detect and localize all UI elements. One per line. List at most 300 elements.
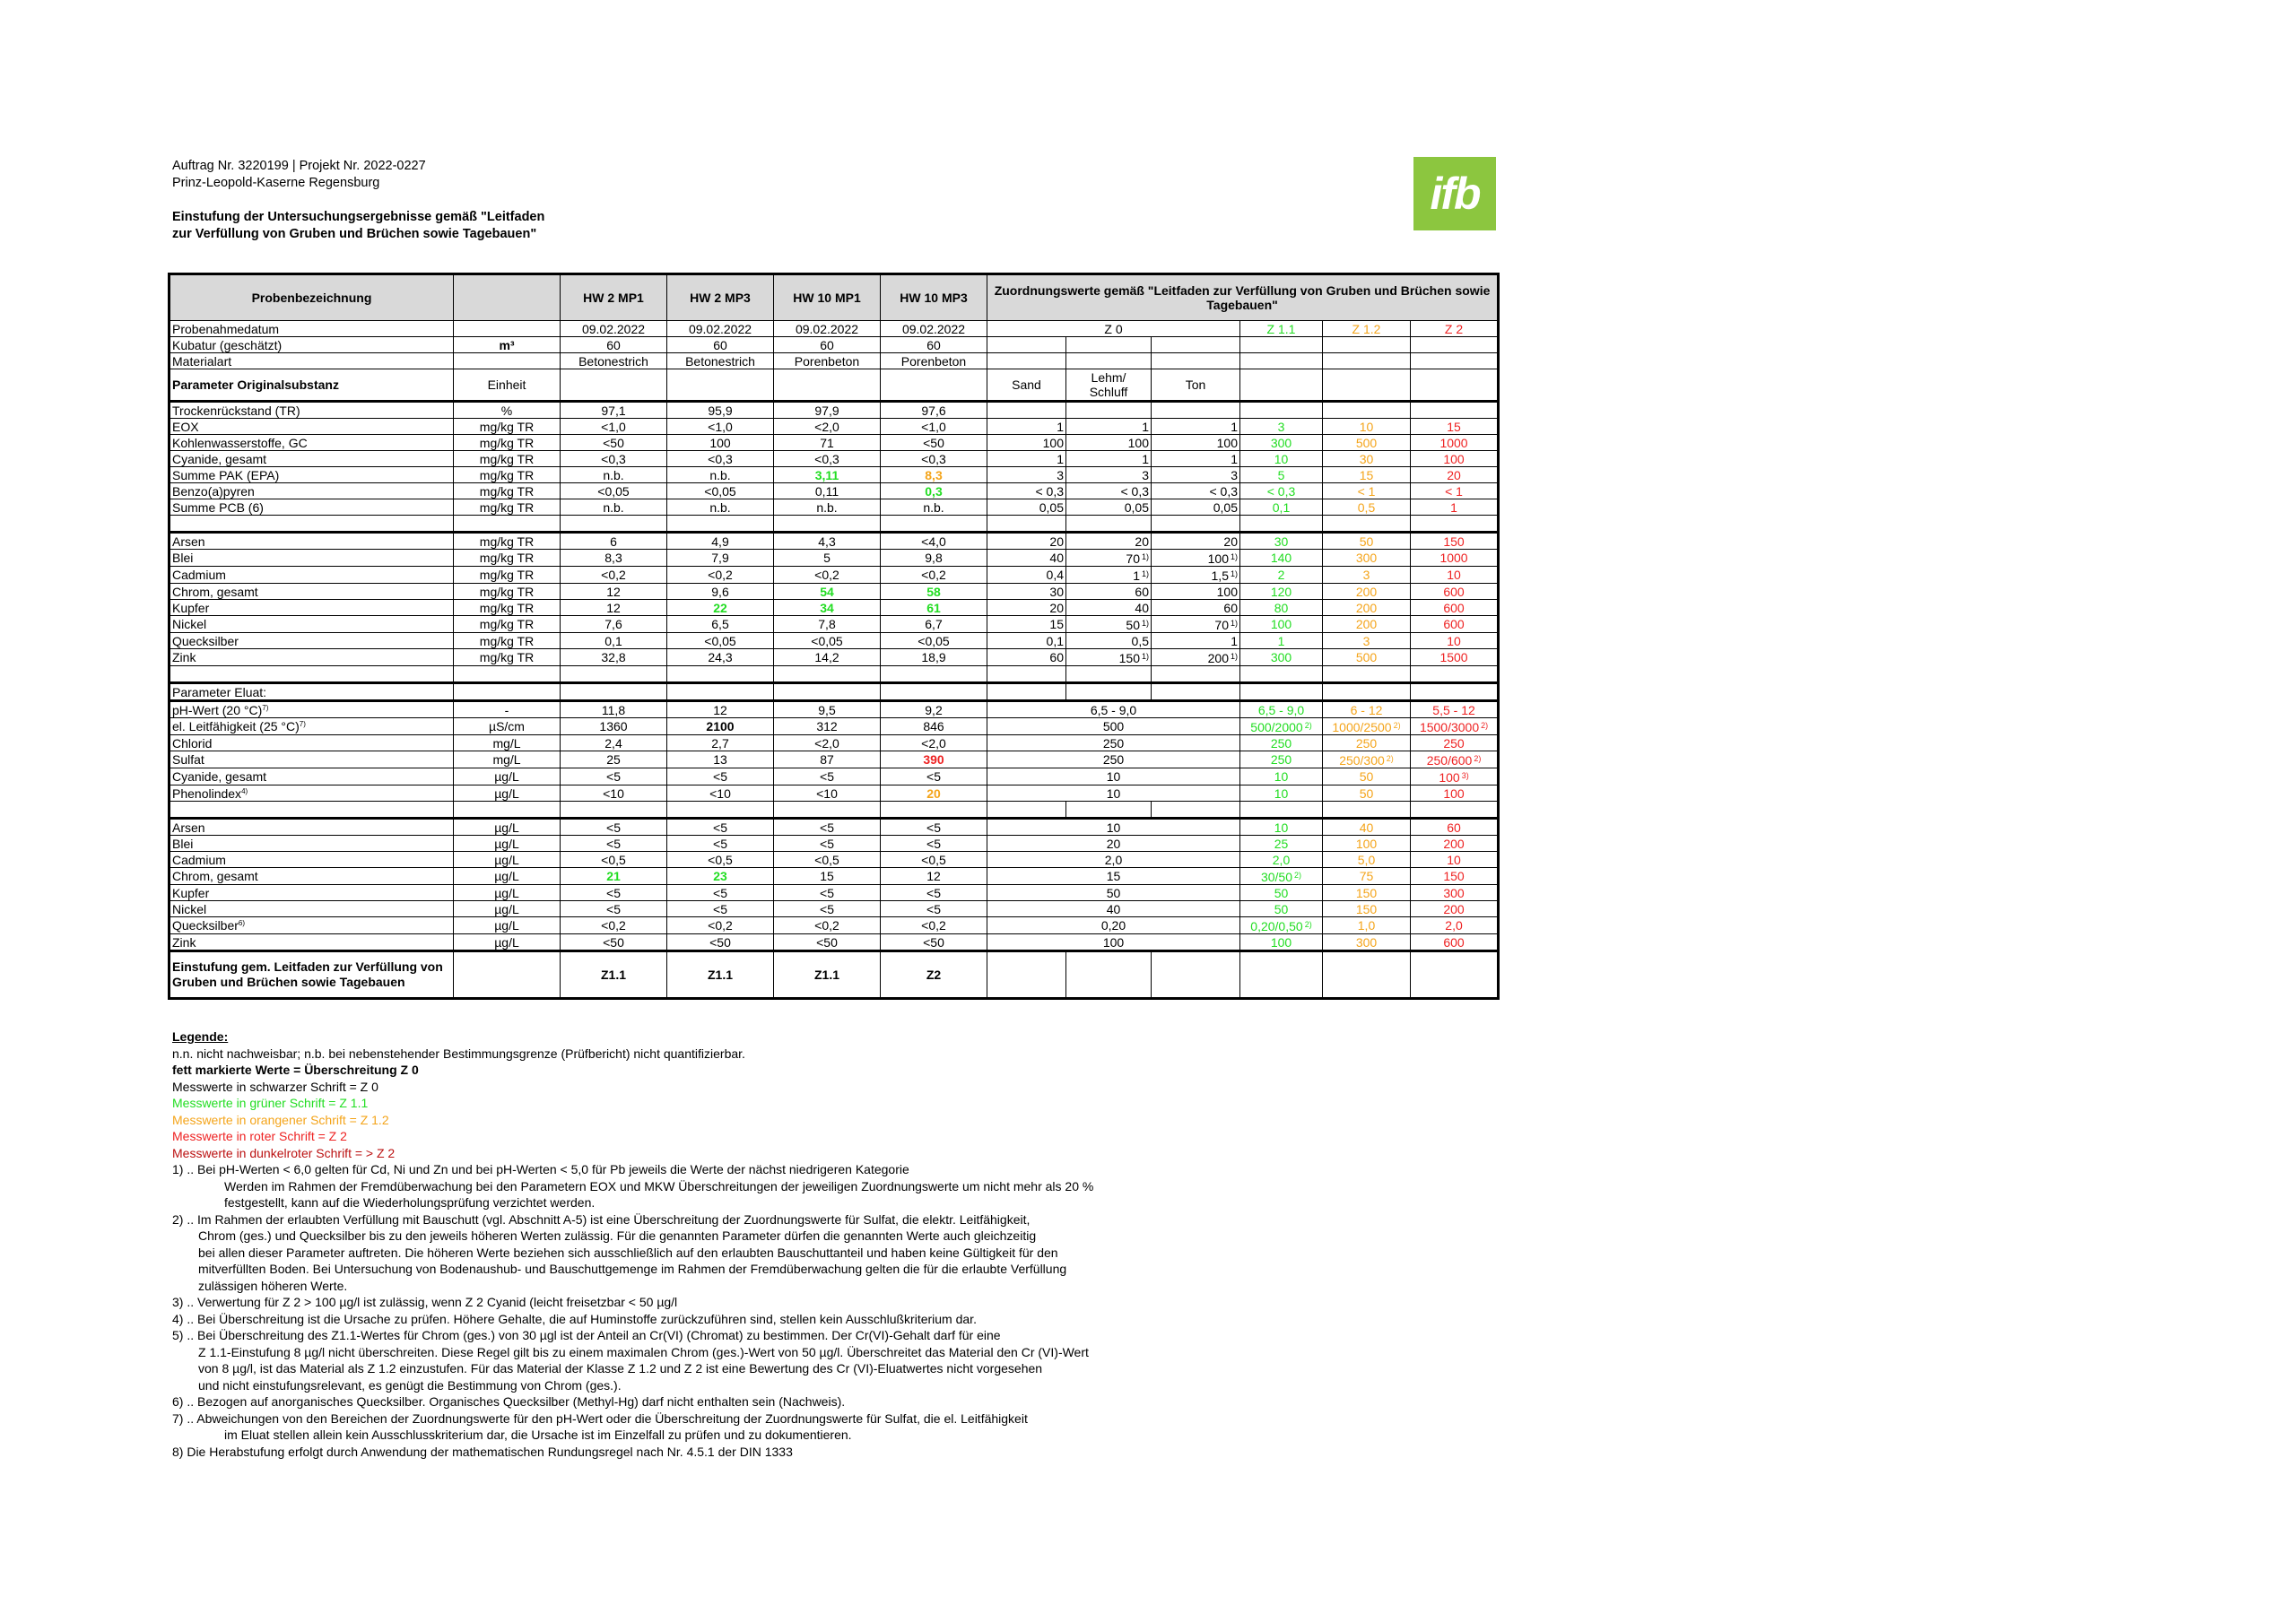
value-cell: <0,2: [561, 567, 667, 584]
z0-sand: 30: [987, 584, 1066, 600]
value-cell: <10: [561, 785, 667, 802]
legend-line: Messwerte in grüner Schrift = Z 1.1: [172, 1096, 369, 1110]
z11-value: 50: [1240, 901, 1323, 917]
footnote-line: 7) .. Abweichungen von den Bereichen der Zuordnungswerte für den pH-Wert oder die Überschreitung der Zuordnungswerte für Sulfat, die el. Leitfähigkeit: [172, 1410, 1028, 1426]
z11-value: 30: [1240, 533, 1323, 550]
table-row: [170, 701, 1499, 718]
unit-cell: %: [454, 402, 561, 419]
z2-value: 1500: [1411, 649, 1499, 666]
value-cell: <0,2: [561, 917, 667, 934]
value-cell: 13: [667, 751, 774, 768]
param-name: Phenolindex$^{4)}$: [170, 785, 454, 802]
value-cell: 2,4: [561, 735, 667, 751]
results-table: [168, 273, 1500, 1000]
z11-value: 30/50 $^{2)}$: [1240, 868, 1323, 885]
value-cell: 71: [774, 435, 881, 451]
spacer-row: [170, 802, 1499, 819]
z11-value: 1: [1240, 633, 1323, 649]
value-cell: <0,5: [774, 852, 881, 868]
value-cell: 7,9: [667, 550, 774, 567]
z12-value: [1323, 402, 1411, 419]
table-row: [170, 451, 1499, 467]
z0-value: 0,20: [987, 917, 1240, 934]
z11-value: < 0,3: [1240, 483, 1323, 499]
unit-cell: µg/L: [454, 885, 561, 901]
z0-value: 10: [987, 819, 1240, 836]
value-cell: 4,3: [774, 533, 881, 550]
row-label: Parameter Eluat:: [170, 683, 454, 701]
value-cell: Betonestrich: [561, 353, 667, 369]
z11-value: 0,1: [1240, 499, 1323, 516]
z0-sand: 1: [987, 451, 1066, 467]
z0-value: 2,0: [987, 852, 1240, 868]
value-cell: 8,3: [561, 550, 667, 567]
value-cell: 61: [881, 600, 987, 616]
value-cell: <2,0: [774, 419, 881, 435]
unit-cell: µg/L: [454, 785, 561, 802]
z0-lehm: 3: [1066, 467, 1152, 483]
sample-header: HW 10 MP1: [774, 274, 881, 321]
value-cell: <50: [881, 435, 987, 451]
value-cell: n.b.: [774, 499, 881, 516]
table-row: [170, 483, 1499, 499]
value-cell: <0,5: [561, 852, 667, 868]
unit-cell: µg/L: [454, 868, 561, 885]
z0-ton: 100: [1152, 584, 1240, 600]
z0-ton: 20: [1152, 533, 1240, 550]
footnote-line: zulässigen höheren Werte.: [198, 1278, 348, 1293]
z12-value: 30: [1323, 451, 1411, 467]
z11-value: 10: [1240, 451, 1323, 467]
footnote-line: festgestellt, kann auf die Wiederholungsprüfung verzichtet werden.: [224, 1195, 596, 1210]
value-cell: Betonestrich: [667, 353, 774, 369]
z2-value: 200: [1411, 836, 1499, 852]
z11-value: 120: [1240, 584, 1323, 600]
value-cell: <5: [561, 885, 667, 901]
table-row: [170, 467, 1499, 483]
z12-value: 300: [1323, 550, 1411, 567]
z0-sand: 100: [987, 435, 1066, 451]
value-cell: 6,7: [881, 616, 987, 633]
unit-cell: mg/kg TR: [454, 467, 561, 483]
unit-cell: mg/kg TR: [454, 419, 561, 435]
footnote-line: Z 1.1-Einstufung 8 µg/l nicht überschreiten. Diese Regel gilt bis zu einem maximalen Chrom (ges.)-Wert von 50 µg/l. Überschreitet das Material den Cr (VI)-Wert: [198, 1344, 1089, 1359]
value-cell: <0,2: [774, 567, 881, 584]
z2-value: 600: [1411, 600, 1499, 616]
z0-ton: < 0,3: [1152, 483, 1240, 499]
value-cell: 9,8: [881, 550, 987, 567]
value-cell: <5: [774, 819, 881, 836]
legend-line: fett markierte Werte = Überschreitung Z 0: [172, 1063, 419, 1077]
z0-lehm: 1: [1066, 451, 1152, 467]
table-row: [170, 819, 1499, 836]
eluat-group-1: [170, 701, 1499, 819]
z11-value: 250: [1240, 735, 1323, 751]
value-cell: 20: [881, 785, 987, 802]
col-probenbezeichnung: Probenbezeichnung: [170, 274, 454, 321]
z0-lehm: < 0,3: [1066, 483, 1152, 499]
value-cell: <5: [667, 819, 774, 836]
table-row: [170, 868, 1499, 885]
param-name: Blei: [170, 836, 454, 852]
value-cell: <5: [667, 768, 774, 785]
value-cell: <2,0: [774, 735, 881, 751]
z0-ton: 1: [1152, 419, 1240, 435]
value-cell: 97,6: [881, 402, 987, 419]
z0-sand: 0,05: [987, 499, 1066, 516]
os-group-2: [170, 533, 1499, 683]
legend-title: Legende:: [172, 1029, 229, 1044]
value-cell: <10: [774, 785, 881, 802]
z2-value: 5,5 - 12: [1411, 701, 1499, 718]
z2-value: 150: [1411, 533, 1499, 550]
value-cell: 0,11: [774, 483, 881, 499]
table-row: [170, 402, 1499, 419]
value-cell: 54: [774, 584, 881, 600]
z0-value: 20: [987, 836, 1240, 852]
z0-sand: 0,1: [987, 633, 1066, 649]
value-cell: 60: [881, 337, 987, 353]
z11-value: 10: [1240, 768, 1323, 785]
z2-value: 600: [1411, 934, 1499, 951]
z12-value: 15: [1323, 467, 1411, 483]
unit-cell: mg/kg TR: [454, 451, 561, 467]
value-cell: <5: [881, 768, 987, 785]
z0-value: 40: [987, 901, 1240, 917]
value-cell: <5: [881, 836, 987, 852]
value-cell: n.b.: [881, 499, 987, 516]
z12-value: 3: [1323, 633, 1411, 649]
z2-value: 600: [1411, 616, 1499, 633]
table-row: [170, 735, 1499, 751]
row-label: Kubatur (geschätzt): [170, 337, 454, 353]
param-name: Arsen: [170, 533, 454, 550]
param-name: Nickel: [170, 616, 454, 633]
value-cell: 87: [774, 751, 881, 768]
value-cell: 2,7: [667, 735, 774, 751]
final-label: Einstufung gem. Leitfaden zur Verfüllung von Gruben und Brüchen sowie Tagebauen: [170, 951, 454, 999]
z0-value: 250: [987, 751, 1240, 768]
final-value: Z2: [881, 951, 987, 999]
z0-ton: 0,05: [1152, 499, 1240, 516]
z0-lehm: 70 $^{1)}$: [1066, 550, 1152, 567]
z12-label: Z 1.2: [1323, 321, 1411, 337]
table-row: [170, 567, 1499, 584]
z2-value: 1000: [1411, 550, 1499, 567]
value-cell: 5: [774, 550, 881, 567]
table-row: [170, 337, 1499, 353]
z0-sand: < 0,3: [987, 483, 1066, 499]
footnote-line: und nicht einstufungsrelevant, es genügt die Bestimmung von Chrom (ges.).: [198, 1377, 622, 1393]
z0-lehm: 0,05: [1066, 499, 1152, 516]
table-row: [170, 584, 1499, 600]
footnote-line: 5) .. Bei Überschreitung des Z1.1-Wertes für Chrom (ges.) von 30 µgl ist der Anteil an Cr(VI) (Chromat) zu bestimmen. Der Cr(VI)-Gehalt darf für eine: [172, 1328, 1001, 1342]
z11-value: 80: [1240, 600, 1323, 616]
z12-value: 500: [1323, 435, 1411, 451]
value-cell: <0,2: [881, 567, 987, 584]
z0-sand: 20: [987, 600, 1066, 616]
z12-value: 150: [1323, 901, 1411, 917]
z0-value: 50: [987, 885, 1240, 901]
footnote-line: 4) .. Bei Überschreitung ist die Ursache zu prüfen. Höhere Gehalte, die auf Huminstoffe zurückzuführen sind, stellen kein Ausschlußkriterium dar.: [172, 1311, 977, 1326]
param-name: Nickel: [170, 901, 454, 917]
value-cell: <0,05: [667, 633, 774, 649]
z11-value: 300: [1240, 435, 1323, 451]
z12-value: 200: [1323, 616, 1411, 633]
footnote-line: mitverfüllten Boden. Bei Untersuchung von Bodenaushub- und Bauschuttgemenge im Rahmen der Fremdüberwachung gelten die für die erlaubte Verfüllung: [198, 1262, 1067, 1276]
footnote-line: 6) .. Bezogen auf anorganisches Quecksilber. Organisches Quecksilber (Methyl-Hg) darf nicht enthalten sein (Nachweis).: [172, 1394, 846, 1409]
value-cell: <5: [667, 836, 774, 852]
value-cell: 97,1: [561, 402, 667, 419]
value-cell: <0,3: [774, 451, 881, 467]
table-header-row: [170, 274, 1499, 321]
ifb-logo: [1413, 157, 1496, 230]
z12-value: 300: [1323, 934, 1411, 951]
param-name: Arsen: [170, 819, 454, 836]
unit-cell: mg/kg TR: [454, 533, 561, 550]
z0-lehm: 100: [1066, 435, 1152, 451]
value-cell: Porenbeton: [881, 353, 987, 369]
z2-value: 1000: [1411, 435, 1499, 451]
unit-cell: mg/kg TR: [454, 567, 561, 584]
soil-sand: Sand: [987, 369, 1066, 402]
value-cell: <4,0: [881, 533, 987, 550]
value-cell: 23: [667, 868, 774, 885]
value-cell: 21: [561, 868, 667, 885]
value-cell: n.b.: [561, 499, 667, 516]
value-cell: <50: [561, 435, 667, 451]
z12-value: 200: [1323, 600, 1411, 616]
sample-header: HW 2 MP3: [667, 274, 774, 321]
logo-text: ifb: [1430, 169, 1480, 219]
value-cell: <0,2: [667, 567, 774, 584]
value-cell: <0,3: [881, 451, 987, 467]
unit-cell: µg/L: [454, 901, 561, 917]
param-name: Kupfer: [170, 600, 454, 616]
order-line: Auftrag Nr. 3220199 | Projekt Nr. 2022-0227: [172, 159, 426, 173]
z2-value: 300: [1411, 885, 1499, 901]
z11-value: 100: [1240, 616, 1323, 633]
z12-value: < 1: [1323, 483, 1411, 499]
z2-label: Z 2: [1411, 321, 1499, 337]
value-cell: 3,11: [774, 467, 881, 483]
z2-value: 600: [1411, 584, 1499, 600]
z11-value: 0,20/0,50 $^{2)}$: [1240, 917, 1323, 934]
table-row: [170, 785, 1499, 802]
param-name: Cadmium: [170, 567, 454, 584]
value-cell: 58: [881, 584, 987, 600]
table-row: [170, 435, 1499, 451]
z2-value: 100 $^{3)}$: [1411, 768, 1499, 785]
z11-value: [1240, 402, 1323, 419]
zuordnung-header: Zuordnungswerte gemäß "Leitfaden zur Verfüllung von Gruben und Brüchen sowie Tagebauen": [987, 274, 1499, 321]
z0-ton: 200 $^{1)}$: [1152, 649, 1240, 666]
z0-ton: 1,5 $^{1)}$: [1152, 567, 1240, 584]
z11-value: 250: [1240, 751, 1323, 768]
table-row: [170, 321, 1499, 337]
value-cell: <0,2: [774, 917, 881, 934]
value-cell: <5: [561, 836, 667, 852]
value-cell: <5: [774, 836, 881, 852]
value-cell: <0,05: [774, 633, 881, 649]
value-cell: <1,0: [881, 419, 987, 435]
z12-value: 3: [1323, 567, 1411, 584]
value-cell: 12: [667, 701, 774, 718]
value-cell: <0,2: [881, 917, 987, 934]
param-name: EOX: [170, 419, 454, 435]
z12-value: 75: [1323, 868, 1411, 885]
value-cell: <5: [774, 901, 881, 917]
value-cell: 2100: [667, 718, 774, 735]
z2-value: 10: [1411, 633, 1499, 649]
value-cell: <0,5: [667, 852, 774, 868]
z0-value: 10: [987, 768, 1240, 785]
unit-cell: µg/L: [454, 852, 561, 868]
z12-value: 200: [1323, 584, 1411, 600]
param-name: Benzo(a)pyren: [170, 483, 454, 499]
z0-ton: 3: [1152, 467, 1240, 483]
value-cell: <10: [667, 785, 774, 802]
value-cell: 7,8: [774, 616, 881, 633]
param-name: Zink: [170, 649, 454, 666]
table-row: [170, 885, 1499, 901]
unit-cell: mg/kg TR: [454, 483, 561, 499]
value-cell: <50: [881, 934, 987, 951]
z0-value: 6,5 - 9,0: [987, 701, 1240, 718]
row-label: Parameter Originalsubstanz: [170, 369, 454, 402]
value-cell: <5: [774, 885, 881, 901]
z2-value: 100: [1411, 785, 1499, 802]
unit-cell: -: [454, 701, 561, 718]
table-row: [170, 499, 1499, 516]
table-row: [170, 751, 1499, 768]
value-cell: 390: [881, 751, 987, 768]
table-row: [170, 917, 1499, 934]
value-cell: 9,6: [667, 584, 774, 600]
z11-value: 6,5 - 9,0: [1240, 701, 1323, 718]
value-cell: 25: [561, 751, 667, 768]
value-cell: <0,2: [667, 917, 774, 934]
z0-ton: 60: [1152, 600, 1240, 616]
value-cell: 6: [561, 533, 667, 550]
param-name: Zink: [170, 934, 454, 951]
table-row: [170, 683, 1499, 701]
z0-label: Z 0: [987, 321, 1240, 337]
project-location: Prinz-Leopold-Kaserne Regensburg: [172, 176, 380, 190]
z0-ton: 1: [1152, 633, 1240, 649]
value-cell: <0,05: [881, 633, 987, 649]
z0-sand: 60: [987, 649, 1066, 666]
value-cell: 34: [774, 600, 881, 616]
z2-value: 1500/3000 $^{2)}$: [1411, 718, 1499, 735]
value-cell: 4,9: [667, 533, 774, 550]
table-row: [170, 369, 1499, 402]
z0-value: 100: [987, 934, 1240, 951]
value-cell: 8,3: [881, 467, 987, 483]
z0-sand: 20: [987, 533, 1066, 550]
value-cell: 60: [561, 337, 667, 353]
table-row: [170, 533, 1499, 550]
unit-cell: mg/kg TR: [454, 600, 561, 616]
z2-value: 250: [1411, 735, 1499, 751]
footnote-line: 1) .. Bei pH-Werten < 6,0 gelten für Cd, Ni und Zn und bei pH-Werten < 5,0 für Pb jeweils die Werte der nächst niedrigeren Kategorie: [172, 1162, 909, 1176]
z0-sand: 40: [987, 550, 1066, 567]
value-cell: 60: [667, 337, 774, 353]
value-cell: <1,0: [667, 419, 774, 435]
z11-value: 2,0: [1240, 852, 1323, 868]
param-name: Kupfer: [170, 885, 454, 901]
z0-lehm: 40: [1066, 600, 1152, 616]
z11-value: 10: [1240, 785, 1323, 802]
param-name: Chlorid: [170, 735, 454, 751]
param-name: Blei: [170, 550, 454, 567]
value-cell: <5: [774, 768, 881, 785]
footnote-line: im Eluat stellen allein kein Ausschlusskriterium dar, die Ursache ist im Einzelfall zu prüfen und zu dokumentieren.: [224, 1428, 852, 1442]
z2-value: 1: [1411, 499, 1499, 516]
z0-lehm: 50 $^{1)}$: [1066, 616, 1152, 633]
z0-lehm: 0,5: [1066, 633, 1152, 649]
z12-value: 10: [1323, 419, 1411, 435]
z0-lehm: 60: [1066, 584, 1152, 600]
z11-value: 25: [1240, 836, 1323, 852]
unit-cell: mg/kg TR: [454, 649, 561, 666]
z12-value: 250: [1323, 735, 1411, 751]
z2-value: 10: [1411, 852, 1499, 868]
z11-value: 2: [1240, 567, 1323, 584]
document-header: [172, 158, 544, 243]
param-name: Chrom, gesamt: [170, 868, 454, 885]
z0-ton: 1: [1152, 451, 1240, 467]
footnote-line: bei allen dieser Parameter auftreten. Die höheren Werte beziehen sich ausschließlich auf den erlaubten Bauschuttanteil und haben keine Gültigkeit für den: [198, 1245, 1058, 1260]
eluat-group-2: [170, 819, 1499, 951]
z0-value: 250: [987, 735, 1240, 751]
param-name: Chrom, gesamt: [170, 584, 454, 600]
value-cell: <0,3: [561, 451, 667, 467]
param-name: Summe PCB (6): [170, 499, 454, 516]
footnote-line: Chrom (ges.) und Quecksilber bis zu den jeweils höheren Werten zulässig. Für die genannten Parameter dürfen die genannten Werte auch gleichzeitig: [198, 1228, 1037, 1243]
legend-line: Messwerte in orangener Schrift = Z 1.2: [172, 1112, 389, 1127]
value-cell: 7,6: [561, 616, 667, 633]
date-cell: 09.02.2022: [881, 321, 987, 337]
z0-lehm: [1066, 402, 1152, 419]
z0-sand: 3: [987, 467, 1066, 483]
final-value: Z1.1: [561, 951, 667, 999]
value-cell: 95,9: [667, 402, 774, 419]
value-cell: 32,8: [561, 649, 667, 666]
value-cell: 9,2: [881, 701, 987, 718]
unit-cell: µg/L: [454, 934, 561, 951]
param-name: Quecksilber$^{6)}$: [170, 917, 454, 934]
table-row: [170, 600, 1499, 616]
z0-value: 15: [987, 868, 1240, 885]
unit-cell: µS/cm: [454, 718, 561, 735]
z12-value: 0,5: [1323, 499, 1411, 516]
z0-sand: 0,4: [987, 567, 1066, 584]
unit-cell: µg/L: [454, 836, 561, 852]
z11-value: 10: [1240, 819, 1323, 836]
value-cell: <5: [667, 885, 774, 901]
z0-value: 500: [987, 718, 1240, 735]
table-row: [170, 852, 1499, 868]
table-row: [170, 768, 1499, 785]
z11-value: 50: [1240, 885, 1323, 901]
z2-value: < 1: [1411, 483, 1499, 499]
table-row: [170, 836, 1499, 852]
final-value: Z1.1: [774, 951, 881, 999]
value-cell: <0,3: [667, 451, 774, 467]
legend-line: Messwerte in dunkelroter Schrift = > Z 2: [172, 1145, 396, 1160]
sample-header: HW 10 MP3: [881, 274, 987, 321]
